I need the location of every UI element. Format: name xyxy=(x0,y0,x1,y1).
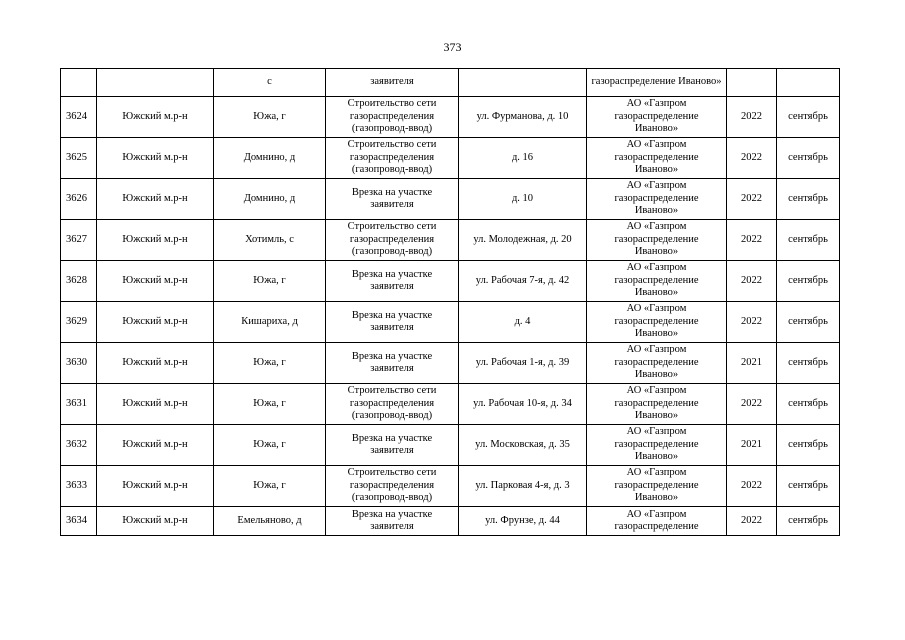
cell-org xyxy=(587,425,727,466)
cell-work xyxy=(326,466,459,507)
cell-org xyxy=(587,138,727,179)
cell-locality: Кишариха, д xyxy=(214,302,326,343)
cell-num: 3630 xyxy=(61,343,97,384)
cell-org-line: АО «Газпром xyxy=(626,385,687,397)
cell-org-line: Иваново» xyxy=(634,287,679,299)
cell-org-line: газораспределение xyxy=(614,479,699,491)
cell-address: д. 4 xyxy=(459,302,587,343)
cell-org-line: газораспределение xyxy=(614,438,699,450)
cell-org-line: АО «Газпром xyxy=(626,508,687,520)
cell-address: ул. Рабочая 7-я, д. 42 xyxy=(459,261,587,302)
cell-month: сентябрь xyxy=(777,261,840,302)
cell-org-line: газораспределение xyxy=(614,233,699,245)
cell-work-line: Строительство сети xyxy=(347,467,437,479)
cell-org-line: АО «Газпром xyxy=(626,139,687,151)
cell-num: 3632 xyxy=(61,425,97,466)
cell-work-line: Врезка на участке xyxy=(351,432,433,444)
cell-district xyxy=(97,69,214,97)
cell-locality: Южа, г xyxy=(214,343,326,384)
cell-org-line: Иваново» xyxy=(634,246,679,258)
cell-work-line: (газопровод-ввод) xyxy=(351,246,433,258)
cell-locality: Хотимль, с xyxy=(214,220,326,261)
cell-work-line: заявителя xyxy=(370,363,414,374)
cell-work-line: Строительство сети xyxy=(347,221,437,233)
table-row xyxy=(61,261,840,302)
table-row xyxy=(61,425,840,466)
cell-org-line: АО «Газпром xyxy=(626,98,687,110)
table-row xyxy=(61,138,840,179)
cell-org-line: газораспределение xyxy=(614,521,699,532)
cell-org-line: Иваново» xyxy=(634,492,679,504)
cell-year: 2022 xyxy=(727,507,777,536)
cell-locality: Южа, г xyxy=(214,425,326,466)
cell-month: сентябрь xyxy=(777,179,840,220)
cell-org-line: АО «Газпром xyxy=(626,344,687,356)
cell-district: Южский м.р-н xyxy=(97,466,214,507)
cell-work-line: Врезка на участке xyxy=(351,268,433,280)
cell-org xyxy=(587,97,727,138)
cell-org xyxy=(587,261,727,302)
cell-work xyxy=(326,302,459,343)
cell-locality: Южа, г xyxy=(214,384,326,425)
cell-locality: Южа, г xyxy=(214,97,326,138)
cell-org-line: Иваново» xyxy=(634,123,679,135)
cell-year: 2022 xyxy=(727,97,777,138)
cell-org-line: Иваново» xyxy=(634,451,679,463)
cell-work xyxy=(326,97,459,138)
cell-num: 3631 xyxy=(61,384,97,425)
cell-org-line: Иваново» xyxy=(634,369,679,381)
cell-org-line: газораспределение xyxy=(614,356,699,368)
cell-work-line: (газопровод-ввод) xyxy=(351,123,433,135)
cell-month: сентябрь xyxy=(777,466,840,507)
cell-org-line: Иваново» xyxy=(634,410,679,422)
cell-work xyxy=(326,138,459,179)
cell-work-line: газораспределения xyxy=(349,397,435,409)
cell-address: ул. Фрунзе, д. 44 xyxy=(459,507,587,536)
cell-work xyxy=(326,179,459,220)
cell-district: Южский м.р-н xyxy=(97,384,214,425)
cell-work xyxy=(326,343,459,384)
table-row xyxy=(61,302,840,343)
cell-org-line: АО «Газпром xyxy=(626,426,687,438)
cell-month xyxy=(777,69,840,97)
cell-org-line: газораспределение xyxy=(614,315,699,327)
cell-work-line: Врезка на участке xyxy=(351,309,433,321)
cell-num: 3629 xyxy=(61,302,97,343)
cell-address: ул. Молодежная, д. 20 xyxy=(459,220,587,261)
cell-org-line: газораспределение xyxy=(614,274,699,286)
cell-num: 3624 xyxy=(61,97,97,138)
cell-num: 3634 xyxy=(61,507,97,536)
cell-district: Южский м.р-н xyxy=(97,97,214,138)
cell-work-line: заявителя xyxy=(370,445,414,456)
cell-org-line: газораспределение xyxy=(614,192,699,204)
cell-district: Южский м.р-н xyxy=(97,138,214,179)
cell-org-line: Иваново» xyxy=(634,164,679,176)
cell-org-line: газораспределение xyxy=(614,397,699,409)
cell-year: 2022 xyxy=(727,220,777,261)
cell-month: сентябрь xyxy=(777,138,840,179)
gas-connection-table xyxy=(60,68,840,536)
cell-org xyxy=(587,466,727,507)
cell-year: 2021 xyxy=(727,343,777,384)
cell-locality: Емельяново, д xyxy=(214,507,326,536)
cell-org-line: АО «Газпром xyxy=(626,180,687,192)
cell-work-line: газораспределения xyxy=(349,110,435,122)
cell-district: Южский м.р-н xyxy=(97,179,214,220)
cell-work: заявителя xyxy=(326,69,459,97)
cell-work xyxy=(326,261,459,302)
cell-address: ул. Рабочая 1-я, д. 39 xyxy=(459,343,587,384)
cell-org xyxy=(587,343,727,384)
cell-district: Южский м.р-н xyxy=(97,507,214,536)
cell-month: сентябрь xyxy=(777,220,840,261)
cell-work-line: заявителя xyxy=(370,281,414,292)
cell-work-line: заявителя xyxy=(370,521,414,532)
cell-year: 2021 xyxy=(727,425,777,466)
table-row xyxy=(61,179,840,220)
table-row xyxy=(61,384,840,425)
cell-year: 2022 xyxy=(727,384,777,425)
cell-num: 3625 xyxy=(61,138,97,179)
table-row xyxy=(61,97,840,138)
cell-district: Южский м.р-н xyxy=(97,220,214,261)
table-row xyxy=(61,220,840,261)
cell-work xyxy=(326,425,459,466)
cell-work-line: Врезка на участке xyxy=(351,508,433,520)
table-row xyxy=(61,343,840,384)
cell-district: Южский м.р-н xyxy=(97,302,214,343)
cell-work xyxy=(326,507,459,536)
cell-num xyxy=(61,69,97,97)
cell-locality: Южа, г xyxy=(214,261,326,302)
cell-work-line: Строительство сети xyxy=(347,385,437,397)
table-row xyxy=(61,507,840,536)
cell-year xyxy=(727,69,777,97)
cell-locality: Южа, г xyxy=(214,466,326,507)
cell-address: ул. Рабочая 10-я, д. 34 xyxy=(459,384,587,425)
cell-year: 2022 xyxy=(727,261,777,302)
cell-work-line: (газопровод-ввод) xyxy=(351,164,433,176)
cell-work-line: газораспределения xyxy=(349,479,435,491)
cell-org xyxy=(587,179,727,220)
cell-work xyxy=(326,220,459,261)
cell-work-line: (газопровод-ввод) xyxy=(351,492,433,504)
table-row xyxy=(61,466,840,507)
cell-year: 2022 xyxy=(727,138,777,179)
cell-num: 3628 xyxy=(61,261,97,302)
cell-org xyxy=(587,507,727,536)
cell-work-line: газораспределения xyxy=(349,233,435,245)
cell-district: Южский м.р-н xyxy=(97,261,214,302)
cell-locality: Домнино, д xyxy=(214,138,326,179)
cell-year: 2022 xyxy=(727,302,777,343)
cell-year: 2022 xyxy=(727,179,777,220)
cell-org-line: АО «Газпром xyxy=(626,262,687,274)
cell-work-line: Врезка на участке xyxy=(351,186,433,198)
cell-month: сентябрь xyxy=(777,425,840,466)
cell-work-line: Строительство сети xyxy=(347,98,437,110)
cell-work-line: Строительство сети xyxy=(347,139,437,151)
cell-org-line: АО «Газпром xyxy=(626,221,687,233)
cell-address: д. 16 xyxy=(459,138,587,179)
cell-org-line: газораспределение xyxy=(614,151,699,163)
cell-locality: с xyxy=(214,69,326,97)
cell-num: 3627 xyxy=(61,220,97,261)
table-row-continued xyxy=(61,69,840,97)
cell-num: 3626 xyxy=(61,179,97,220)
cell-locality: Домнино, д xyxy=(214,179,326,220)
cell-org xyxy=(587,220,727,261)
cell-org-line: АО «Газпром xyxy=(626,467,687,479)
cell-district: Южский м.р-н xyxy=(97,343,214,384)
cell-address: ул. Парковая 4-я, д. 3 xyxy=(459,466,587,507)
cell-month: сентябрь xyxy=(777,507,840,536)
cell-org xyxy=(587,384,727,425)
cell-org-line: Иваново» xyxy=(634,205,679,217)
cell-work-line: газораспределения xyxy=(349,151,435,163)
table-body xyxy=(61,69,840,536)
cell-work xyxy=(326,384,459,425)
cell-org-line: АО «Газпром xyxy=(626,303,687,315)
cell-org: газораспределение Иваново» xyxy=(587,69,727,97)
cell-work-line: заявителя xyxy=(370,322,414,333)
cell-year: 2022 xyxy=(727,466,777,507)
cell-district: Южский м.р-н xyxy=(97,425,214,466)
cell-org-line: газораспределение xyxy=(614,110,699,122)
cell-address: ул. Фурманова, д. 10 xyxy=(459,97,587,138)
cell-num: 3633 xyxy=(61,466,97,507)
page-number: 373 xyxy=(443,40,462,54)
cell-work-line: Врезка на участке xyxy=(351,350,433,362)
cell-work-line: (газопровод-ввод) xyxy=(351,410,433,422)
cell-month: сентябрь xyxy=(777,343,840,384)
cell-month: сентябрь xyxy=(777,302,840,343)
cell-work-line: заявителя xyxy=(370,199,414,210)
cell-address xyxy=(459,69,587,97)
cell-org-line: Иваново» xyxy=(634,328,679,340)
cell-month: сентябрь xyxy=(777,384,840,425)
cell-org xyxy=(587,302,727,343)
cell-address: ул. Московская, д. 35 xyxy=(459,425,587,466)
cell-month: сентябрь xyxy=(777,97,840,138)
cell-address: д. 10 xyxy=(459,179,587,220)
